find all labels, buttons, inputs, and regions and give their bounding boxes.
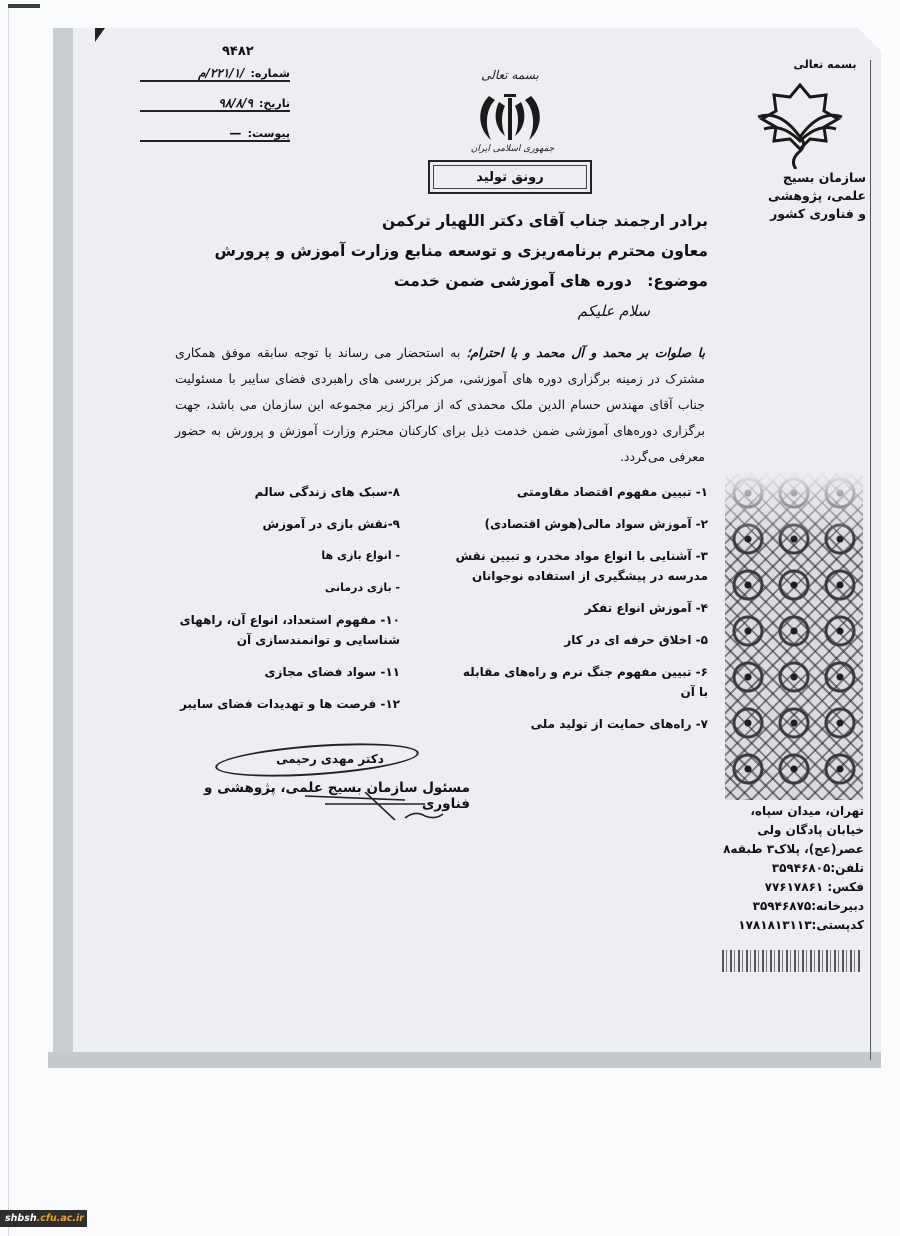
letter-date-value: ۹۸/۸/۹ [218, 96, 253, 110]
course-item-6: ۶- تبیین مفهوم جنگ نرم و راه‌های مقابله با آن [462, 665, 708, 699]
scan-corner-mark-icon [95, 28, 105, 42]
course-item-3: ۳- آشنایی با انواع مواد مخدر، و تبیین نقش مدرسه در پیشگیری از استفاده نوجوانان [455, 549, 708, 583]
scan-edge [8, 4, 40, 8]
barcode-pattern [722, 950, 862, 972]
watermark-part-1: shbsh [5, 1213, 37, 1224]
recipient-block [148, 206, 708, 296]
watermark-part-2: .cfu.ac.ir [36, 1213, 84, 1224]
course-item-9-sub-1: - انواع بازی ها [321, 549, 400, 562]
org-name-line1: سازمان بسیج [782, 170, 866, 185]
course-item-1: ۱- تبیین مفهوم اقتصاد مقاومتی [516, 485, 708, 499]
organization-header [730, 58, 870, 223]
address-secretariat: دبیرخانه:۳۵۹۴۶۸۷۵ [752, 899, 864, 913]
subject-line [148, 266, 708, 296]
recipient-name: برادر ارجمند جناب آقای دکتر اللهیار ترکمن [381, 212, 708, 230]
course-list-right [450, 482, 708, 746]
course-item-11: ۱۱- سواد فضای مجازی [264, 665, 400, 679]
letter-number-row [140, 58, 290, 82]
course-item-9: ۹-نقش بازی در آموزش [262, 517, 400, 531]
course-item-5: ۵- اخلاق حرفه ای در کار [564, 633, 708, 647]
address-phone: تلفن:۳۵۹۴۶۸۰۵ [771, 861, 864, 875]
greeting: سلام علیکم [577, 302, 650, 320]
org-name-line3: و فناوری کشور [770, 206, 866, 221]
ornament-fade [725, 470, 863, 540]
address-line-3: عصر(عج)، پلاک۳ طبقه۸ [723, 842, 864, 856]
letter-body [175, 340, 705, 470]
margin-divider [870, 60, 871, 1060]
slogan-box [428, 160, 592, 194]
address-line-2: خیابان پادگان ولی [757, 823, 864, 837]
letter-meta [140, 58, 290, 148]
address-postal-code: کدپستی:۱۷۸۱۸۱۳۱۱۳ [738, 918, 864, 932]
basmala: بسمه تعالی [481, 68, 539, 82]
emblem-caption: جمهوری اسلامی ایران [470, 144, 555, 154]
letter-number-handwritten: ۹۴۸۲ [222, 44, 254, 59]
signatory-title: مسئول سازمان بسیج علمی، پژوهشی و فناوری [204, 780, 470, 812]
letter-attachment-label: پیوست: [247, 127, 290, 140]
letter-number-value: /۲۲۱/۱/م [198, 66, 245, 80]
organization-address [722, 802, 864, 935]
site-watermark [0, 1210, 87, 1227]
course-item-4: ۴- آموزش انواع تفکر [584, 601, 708, 615]
course-item-7: ۷- راه‌های حمایت از تولید ملی [530, 717, 708, 731]
org-name-line2: علمی، پژوهشی [767, 188, 866, 203]
recipient-title: معاون محترم برنامه‌ریزی و توسعه منابع وزارت آموزش و پرورش [214, 242, 708, 260]
course-list-left [130, 482, 400, 726]
address-line-1: تهران، میدان سپاه، [750, 804, 864, 818]
course-item-2: ۲- آموزش سواد مالی(هوش اقتصادی) [484, 517, 708, 531]
address-fax: فکس: ۷۷۶۱۷۸۶۱ [764, 880, 864, 894]
slogan-text: رونق تولید [476, 169, 544, 185]
signatory-name: دکتر مهدی رحیمی [276, 752, 384, 766]
signature-stroke-icon [305, 792, 445, 822]
letter-date-label: تاریخ: [258, 97, 290, 110]
scan-shadow-bottom [48, 1052, 881, 1068]
subject-label: موضوع: [647, 272, 708, 290]
org-basmala: بسمه تعالی [793, 58, 857, 71]
letter-attachment-row [140, 118, 290, 142]
course-item-10: ۱۰- مفهوم استعداد، انواع آن، راههای شناسایی و توانمندسازی آن [179, 613, 400, 647]
letter-attachment-value: — [229, 126, 242, 140]
subject-value: دوره های آموزشی ضمن خدمت [393, 272, 632, 290]
course-item-9-sub-2: - بازی درمانی [324, 581, 400, 594]
course-item-8: ۸-سبک های زندگی سالم [254, 485, 400, 499]
body-text: به استحضار می رساند با توجه سابقه موفق همکاری مشترک در زمینه برگزاری دوره های آموزشی، مرکز بررسی های راهبردی فضای سایبر با مسئولیت جناب آقای مهندس حسام الدین ملک محمدی که از مراکز زیر مجموعه این سازمان می باشد، جهت برگزاری دوره‌های آموزشی ضمن خدمت ذیل برای کارکنان محترم وزارت آموزش و پرورش به حضور معرفی می‌گردد. [175, 345, 705, 464]
letter-number-label: شماره: [250, 67, 290, 80]
iran-emblem-icon [475, 90, 545, 146]
salawat: با صلوات بر محمد و آل محمد و با احترام؛ [466, 345, 705, 360]
letter-date-row [140, 88, 290, 112]
organization-logo-icon [750, 79, 850, 169]
scan-shadow-left [53, 28, 73, 1068]
course-item-12: ۱۲- فرصت ها و تهدیدات فضای سایبر [180, 697, 400, 711]
